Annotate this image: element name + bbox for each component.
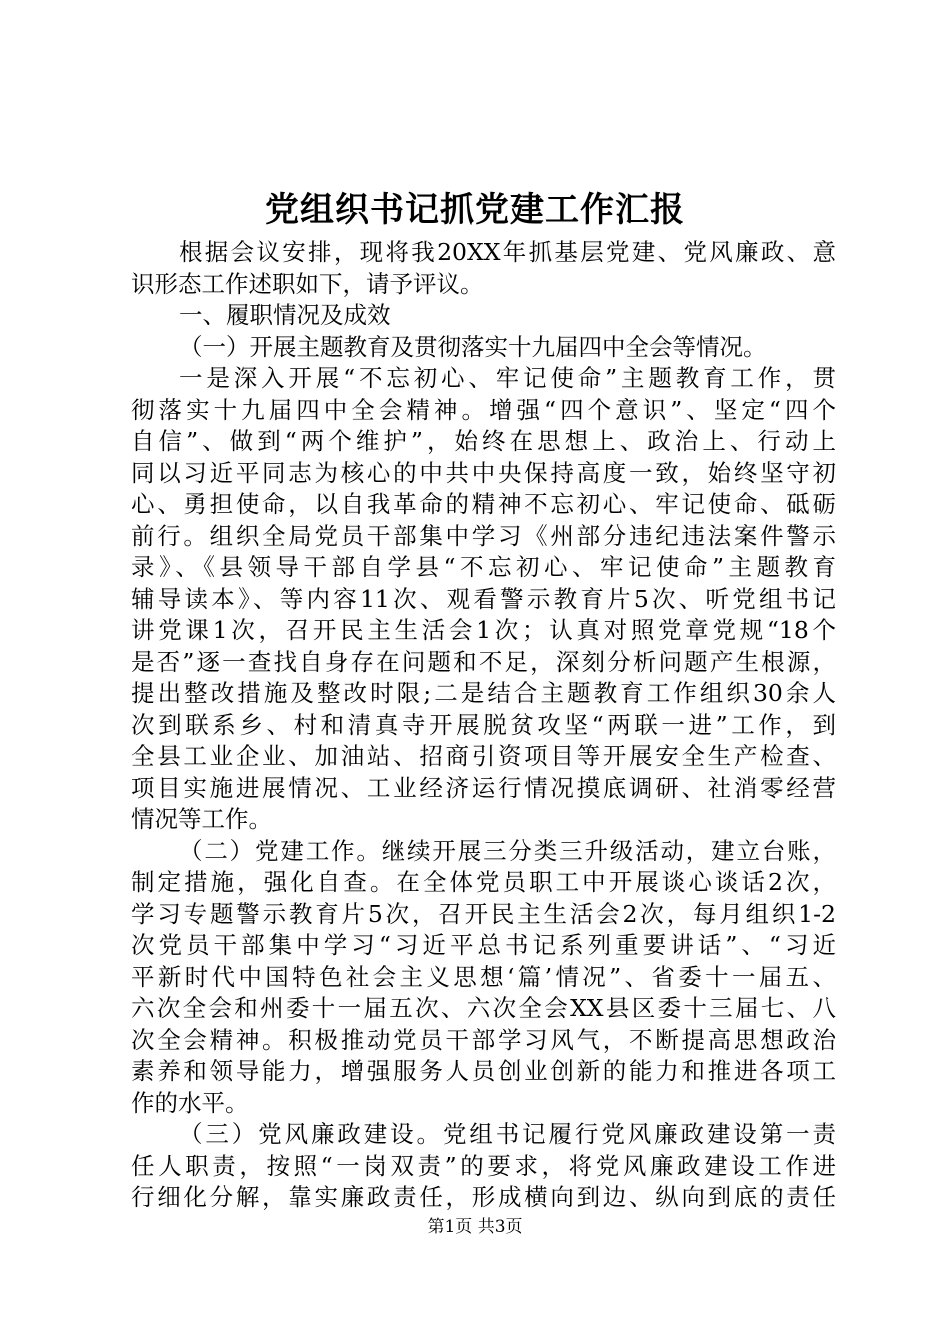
text-line: 提出整改措施及整改时限;二是结合主题教育工作组织30余人 (131, 679, 836, 707)
text-line: 全县工业企业、加油站、招商引资项目等开展安全生产检查、 (131, 742, 836, 770)
text-line: （一）开展主题教育及贯彻落实十九届四中全会等情况。 (179, 332, 767, 361)
text-line: 制定措施，强化自查。在全体党员职工中开展谈心谈话2次， (131, 868, 836, 896)
text-line: 项目实施进展情况、工业经济运行情况摸底调研、社消零经营 (131, 773, 836, 802)
text-line: 次党员干部集中学习“习近平总书记系列重要讲话”、“习近 (131, 931, 836, 959)
text-line: 行细化分解，靠实廉政责任，形成横向到边、纵向到底的责任 (131, 1183, 836, 1211)
text-line: 彻落实十九届四中全会精神。增强“四个意识”、坚定“四个 (131, 395, 836, 424)
text-line: 次全会精神。积极推动党员干部学习风气，不断提高思想政治 (131, 1025, 836, 1054)
text-line: 根据会议安排，现将我20XX年抓基层党建、党风廉政、意 (179, 238, 836, 266)
text-line: 一、履职情况及成效 (179, 301, 391, 329)
text-line: 学习专题警示教育片5次，召开民主生活会2次，每月组织1-2 (131, 899, 836, 928)
text-line: 同以习近平同志为核心的中共中央保持高度一致，始终坚守初 (131, 458, 836, 487)
text-line: 辅导读本》、等内容11次、观看警示教育片5次、听党组书记 (131, 584, 836, 613)
text-line: 前行。组织全局党员干部集中学习《州部分违纪违法案件警示 (131, 521, 836, 550)
text-line: （二）党建工作。继续开展三分类三升级活动，建立台账， (179, 836, 836, 865)
text-line: 自信”、做到“两个维护”，始终在思想上、政治上、行动上 (131, 427, 836, 455)
text-line: 次到联系乡、村和清真寺开展脱贫攻坚“两联一进”工作，到 (131, 710, 836, 739)
text-line: 讲党课1次，召开民主生活会1次；认真对照党章党规“18个 (131, 616, 836, 644)
document-body (131, 237, 836, 1214)
text-line: 平新时代中国特色社会主义思想‘篇’情况”、省委十一届五、 (131, 962, 836, 991)
text-line: 任人职责，按照“一岗双责”的要求，将党风廉政建设工作进 (131, 1151, 836, 1180)
text-line: 心、勇担使命，以自我革命的精神不忘初心、牢记使命、砥砺 (131, 490, 836, 518)
text-line: 是否”逐一查找自身存在问题和不足，深刻分析问题产生根源， (131, 647, 836, 676)
text-line: 作的水平。 (131, 1088, 249, 1117)
text-line: 录》、《县领导干部自学县“不忘初心、牢记使命”主题教育 (131, 553, 836, 581)
text-line: 六次全会和州委十一届五次、六次全会XX县区委十三届七、八 (131, 994, 836, 1022)
page-footer: 第1页 共3页 (427, 1217, 523, 1237)
text-line: 素养和领导能力，增强服务人员创业创新的能力和推进各项工 (131, 1057, 836, 1085)
text-line: （三）党风廉政建设。党组书记履行党风廉政建设第一责 (179, 1120, 836, 1148)
document-title: 党组织书记抓党建工作汇报 (265, 190, 685, 230)
text-line: 一是深入开展“不忘初心、牢记使命”主题教育工作，贯 (179, 364, 836, 392)
text-line: 情况等工作。 (131, 805, 272, 833)
text-line: 识形态工作述职如下，请予评议。 (131, 269, 484, 298)
